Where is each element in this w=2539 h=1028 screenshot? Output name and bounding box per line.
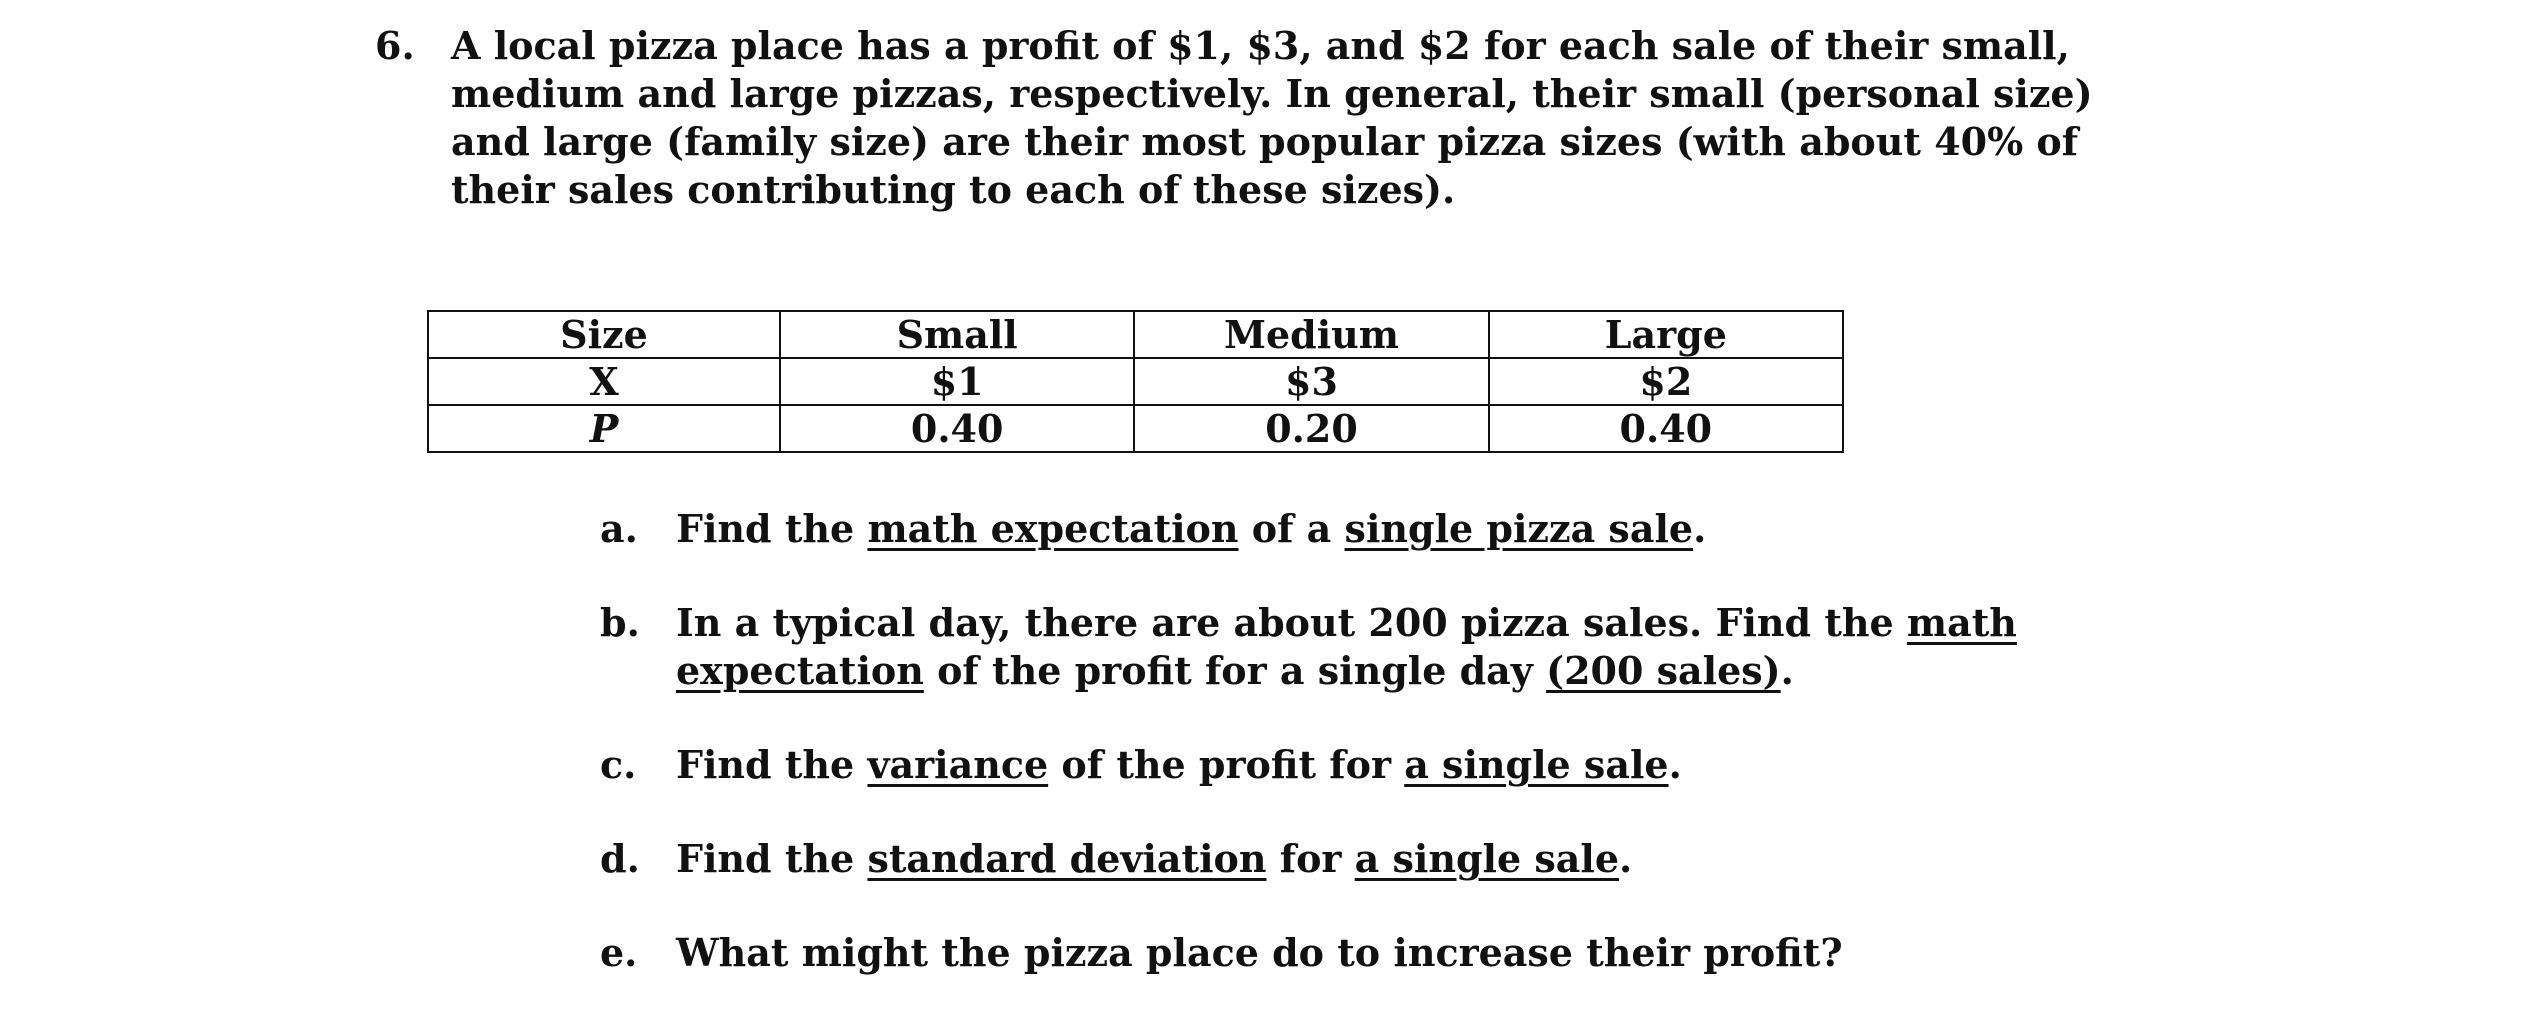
table-cell: $2 (1489, 358, 1843, 405)
question-text: In a typical day, there are about 200 pizza sales. Find the math (676, 600, 2017, 645)
question-text: Find the standard deviation for a single sale. (676, 836, 1633, 881)
table-cell: 0.40 (1489, 405, 1843, 452)
probability-distribution-table (427, 310, 1844, 453)
table-cell: $3 (1134, 358, 1488, 405)
table-row (428, 358, 1843, 405)
problem-line: A local pizza place has a profit of $1, $3, and $2 for each sale of their small, (451, 23, 2070, 68)
problem-text (451, 22, 2155, 214)
question-letter: b. (600, 600, 640, 645)
problem-statement (375, 22, 2155, 214)
question-letter: c. (600, 742, 637, 787)
question-letter: e. (600, 930, 638, 975)
question-e (600, 929, 2100, 977)
table-cell: X (428, 358, 780, 405)
question-b (600, 599, 2100, 695)
question-text: Find the variance of the profit for a single sale. (676, 742, 1682, 787)
table-header-cell: Large (1489, 311, 1843, 358)
table-cell: 0.40 (780, 405, 1134, 452)
question-text: What might the pizza place do to increase their profit? (676, 930, 1843, 975)
question-letter: d. (600, 836, 640, 881)
table-header-cell: Small (780, 311, 1134, 358)
table-cell: 0.20 (1134, 405, 1488, 452)
question-letter: a. (600, 506, 638, 551)
question-d (600, 835, 2100, 883)
question-text: expectation of the profit for a single day (200 sales). (676, 648, 1794, 693)
question-a (600, 505, 2100, 553)
question-c (600, 741, 2100, 789)
table-cell: $1 (780, 358, 1134, 405)
problem-line: medium and large pizzas, respectively. In general, their small (personal size) (451, 71, 2093, 116)
problem-line: and large (family size) are their most popular pizza sizes (with about 40% of (451, 119, 2079, 164)
table-header-row (428, 311, 1843, 358)
table-header-cell: Size (428, 311, 780, 358)
problem-line: their sales contributing to each of these sizes). (451, 167, 1456, 212)
problem-number: 6. (375, 23, 415, 68)
table-header-cell: Medium (1134, 311, 1488, 358)
table-cell: P (428, 405, 780, 452)
table-row (428, 405, 1843, 452)
question-text: Find the math expectation of a single pizza sale. (676, 506, 1707, 551)
question-list (600, 505, 2100, 1023)
